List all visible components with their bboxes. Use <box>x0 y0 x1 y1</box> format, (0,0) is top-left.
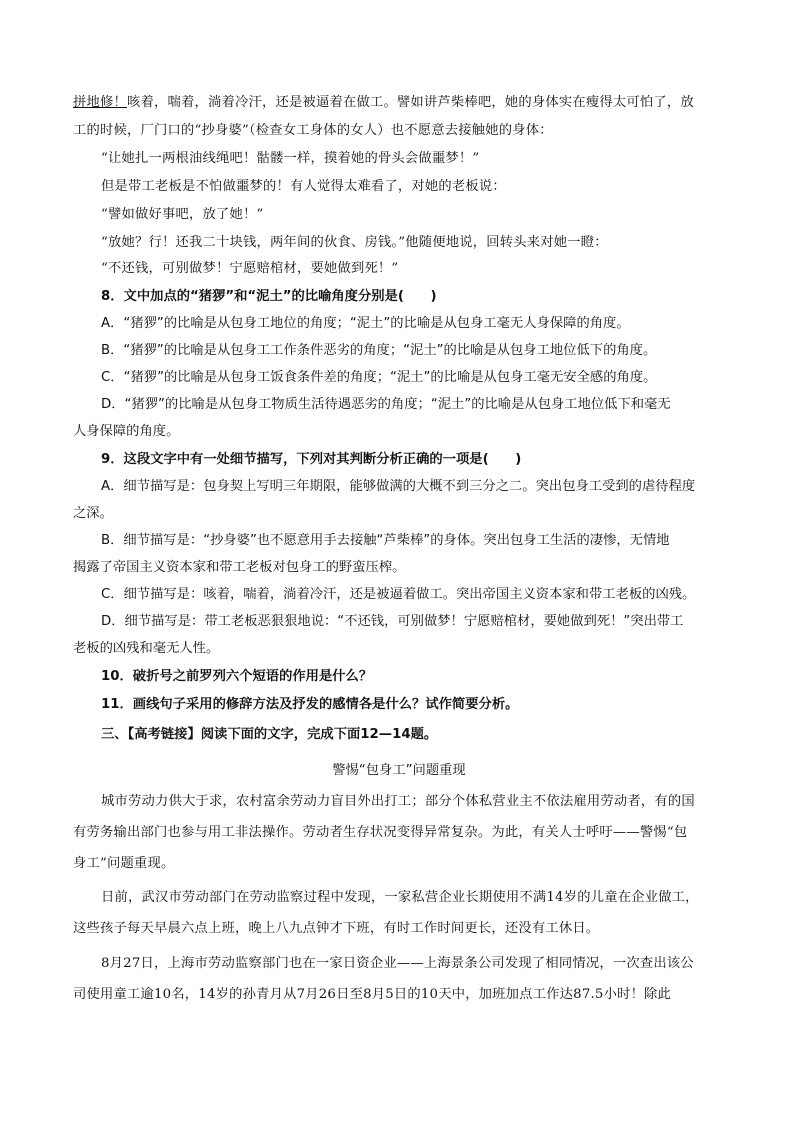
q9-option-c: C．细节描写是：咳着，喘着，淌着冷汗，还是被逼着做工。突出帝国主义资本家和带工老板的凶残。 <box>101 587 696 602</box>
article-paragraph: 城市劳动力供大于求，农村富余劳动力盲目外出打工；部分个体私营业主不依法雇用劳动者，有的国 <box>101 794 695 809</box>
question-11: 11．画线句子采用的修辞方法及抒发的感情各是什么？试作简要分析。 <box>101 697 519 712</box>
q8-option-a: A．“猪猡”的比喻是从包身工地位的角度；“泥土”的比喻是从包身工毫无人身保障的角度。 <box>101 316 630 331</box>
article-paragraph-cont: 身工”问题重现。 <box>73 856 175 871</box>
passage-line: “让她扎一两根油线绳吧！骷髅一样，摸着她的骨头会做噩梦！” <box>101 151 480 166</box>
q9-option-a: A．细节描写是：包身契上写明三年期限，能够做满的大概不到三分之二。突出包身工受到的虐待程度 <box>101 479 696 494</box>
q9-option-d: D．细节描写是：带工老板恶狠狠地说：“不还钱，可别做梦！宁愿赔棺材，要她做到死！”突出带工 <box>101 614 684 629</box>
passage-line: “不还钱，可别做梦！宁愿赔棺材，要她做到死！” <box>101 261 399 276</box>
question-8-stem: 8．文中加点的“猪猡”和“泥土”的比喻角度分别是( ) <box>101 289 437 304</box>
section-3-heading: 三、【高考链接】阅读下面的文字，完成下面12—14题。 <box>101 727 438 742</box>
q8-option-d: D．“猪猡”的比喻是从包身工物质生活待遇恶劣的角度；“泥土”的比喻是从包身工地位低下和毫无 <box>101 397 671 412</box>
article-paragraph-cont: 这些孩子每天早晨六点上班，晚上八九点钟才下班，有时工作时间更长，还没有工休日。 <box>73 921 600 936</box>
q9-option-a-cont: 之深。 <box>73 506 113 521</box>
q8-option-c: C．“猪猡”的比喻是从包身工饭食条件差的角度；“泥土”的比喻是从包身工毫无安全感的角度。 <box>101 370 657 385</box>
article-paragraph-cont: 司使用童工逾10名，14岁的孙青月从7月26日至8月5日的10天中，加班加点工作达87.5小时！除此 <box>73 987 672 1002</box>
q9-option-b-cont: 揭露了帝国主义资本家和带工老板对包身工的野蛮压榨。 <box>73 560 406 575</box>
question-10: 10．破折号之前罗列六个短语的作用是什么？ <box>101 669 373 684</box>
passage-line: 工的时候，厂门口的“抄身婆”（检查女工身体的女人）也不愿意去接触她的身体： <box>73 123 553 138</box>
passage-line: “放她？行！还我二十块钱，两年间的伙食、房钱。”他随便地说，回转头来对她一瞪： <box>101 235 608 250</box>
article-paragraph: 日前，武汉市劳动部门在劳动监察过程中发现，一家私营企业长期使用不满14岁的儿童在企业做工， <box>101 890 699 905</box>
question-9-stem: 9．这段文字中有一处细节描写，下列对其判断分析正确的一项是( ) <box>101 452 522 467</box>
q8-option-b: B．“猪猡”的比喻是从包身工工作条件恶劣的角度；“泥土”的比喻是从包身工地位低下的角度。 <box>101 343 657 358</box>
article-title: 警惕“包身工”问题重现 <box>332 763 466 778</box>
passage-line: 拼地修！咳着，喘着，淌着冷汗，还是被逼着在做工。譬如讲芦柴棒吧，她的身体实在瘦得太可怕了，放 <box>73 95 694 110</box>
q9-option-d-cont: 老板的凶残和毫无人性。 <box>73 641 220 656</box>
q8-option-d-cont: 人身保障的角度。 <box>73 424 180 439</box>
passage-line: “譬如做好事吧，放了她！” <box>101 207 264 222</box>
underlined-sentence: 拼地修！ <box>73 95 127 110</box>
q9-option-b: B．细节描写是：“抄身婆”也不愿意用手去接触“芦柴棒”的身体。突出包身工生活的凄惨，无情地 <box>101 533 670 548</box>
article-paragraph-cont: 有劳务输出部门也参与用工非法操作。劳动者生存状况变得异常复杂。为此，有关人士呼吁——警惕“包 <box>73 825 688 840</box>
article-paragraph: 8月27日，上海市劳动监察部门也在一家日资企业——上海景条公司发现了相同情况，一次查出该公 <box>101 956 694 971</box>
passage-line: 但是带工老板是不怕做噩梦的！有人觉得太难看了，对她的老板说： <box>101 179 506 194</box>
